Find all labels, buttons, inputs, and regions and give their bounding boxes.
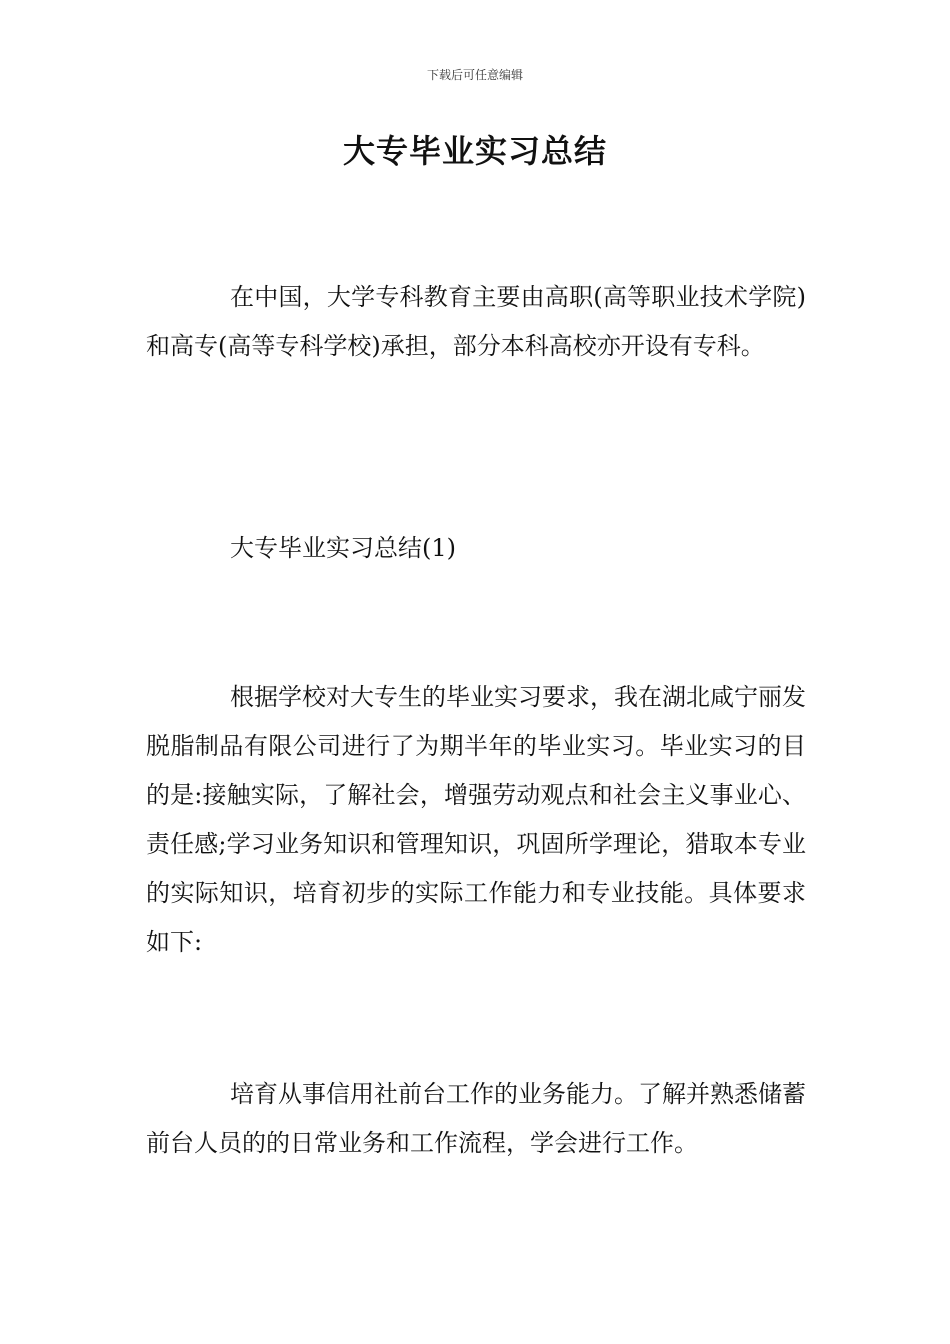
- section-heading: 大专毕业实习总结(1): [230, 534, 456, 562]
- paragraph-requirements: 根据学校对大专生的毕业实习要求，我在湖北咸宁丽发脱脂制品有限公司进行了为期半年的毕业实习。毕业实习的目的是:接触实际，了解社会，增强劳动观点和社会主义事业心、责任感;学习业务知识和管理知识，巩固所学理论，猎取本专业的实际知识，培育初步的实际工作能力和专业技能。具体要求如下:: [146, 683, 806, 956]
- paragraph-skills: 培育从事信用社前台工作的业务能力。了解并熟悉储蓄前台人员的的日常业务和工作流程，学会进行工作。: [146, 1080, 806, 1157]
- document-title: 大专毕业实习总结: [342, 132, 607, 170]
- header-note: 下载后可任意编辑: [426, 68, 523, 82]
- paragraph-intro: 在中国，大学专科教育主要由高职(高等职业技术学院)和高专(高等专科学校)承担，部分本科高校亦开设有专科。: [146, 283, 806, 360]
